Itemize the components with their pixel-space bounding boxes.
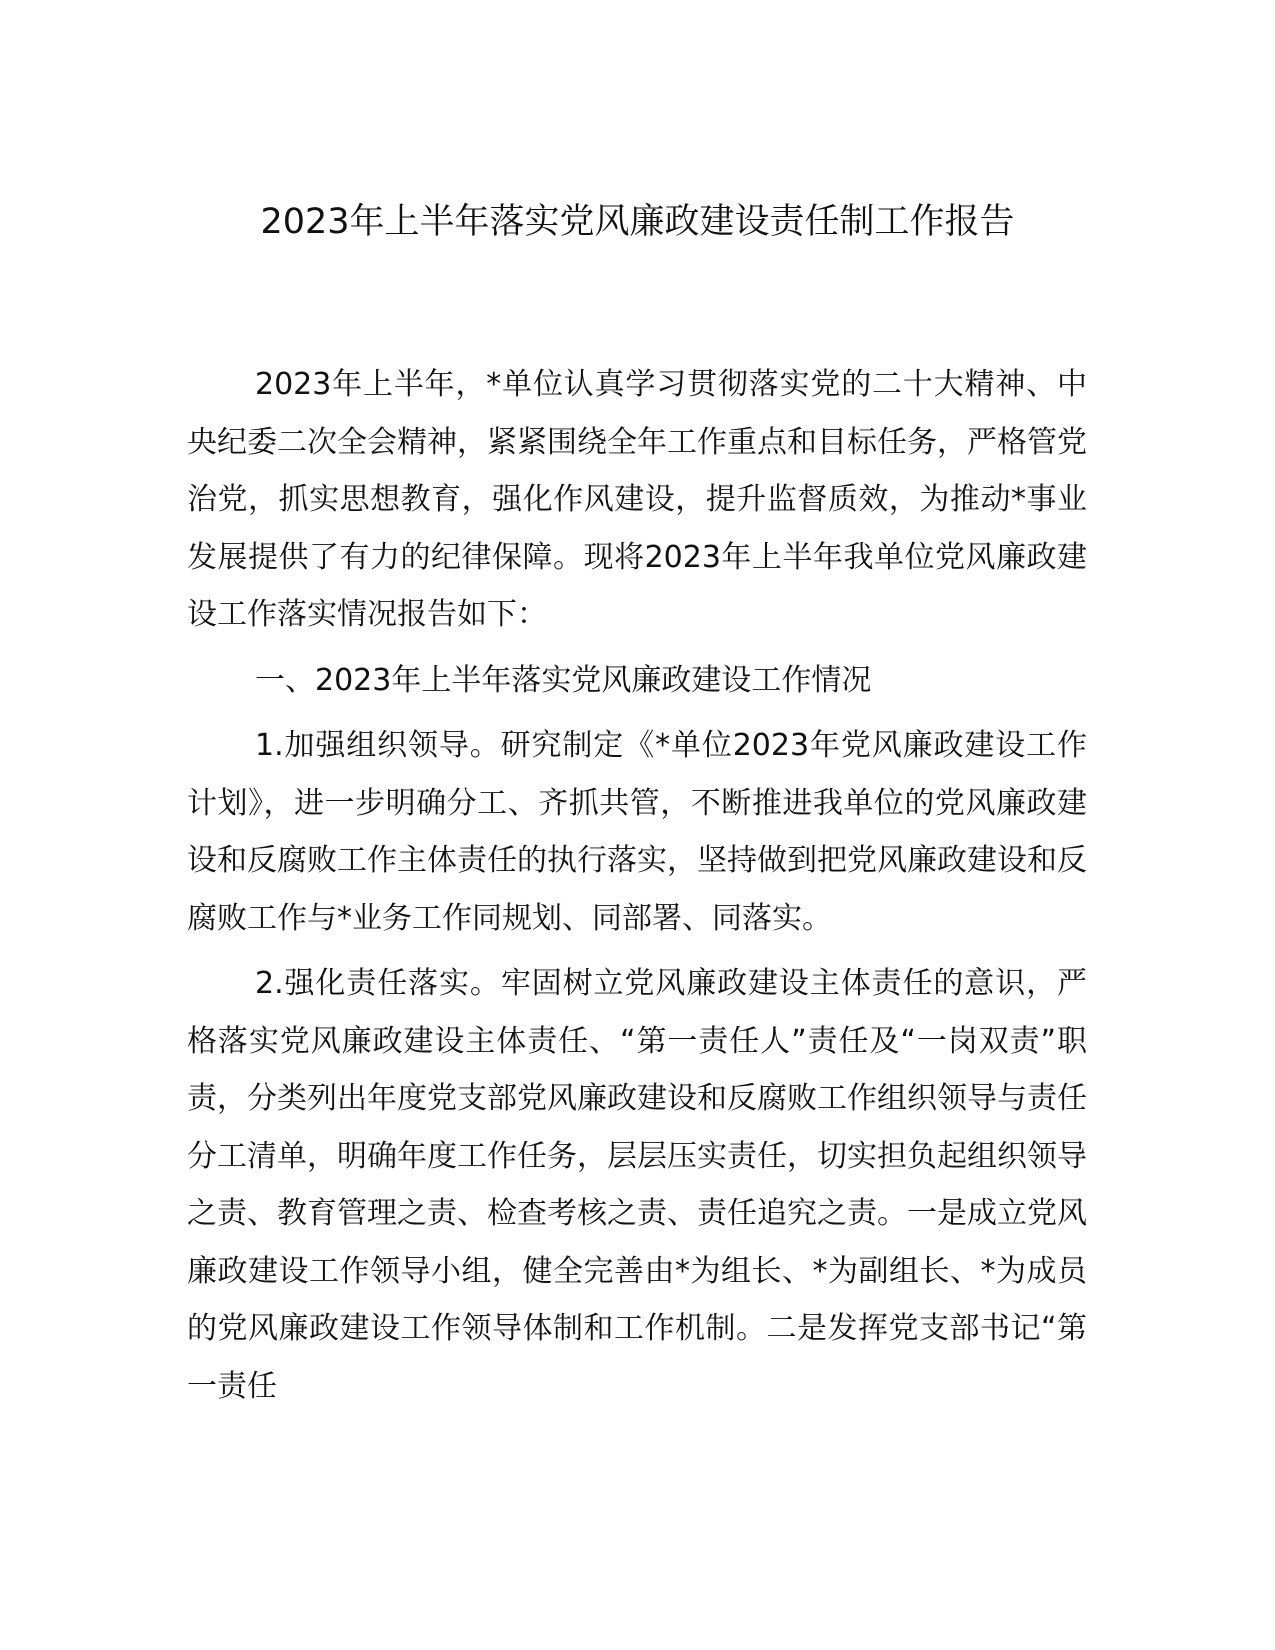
intro-paragraph: 2023年上半年，*单位认真学习贯彻落实党的二十大精神、中央纪委二次全会精神，紧紧围绕全年工作重点和目标任务，严格管党治党，抓实思想教育，强化作风建设，提升监督质效，为推动*事业发展提供了有力的纪律保障。现将2023年上半年我单位党风廉政建设工作落实情况报告如下： xyxy=(187,367,1087,632)
section-heading: 一、2023年上半年落实党风廉政建设工作情况 xyxy=(255,662,872,698)
document-body xyxy=(187,356,1087,1415)
document-title: 2023年上半年落实党风廉政建设责任制工作报告 xyxy=(260,202,1015,242)
item-paragraph-2: 2.强化责任落实。牢固树立党风廉政建设主体责任的意识，严格落实党风廉政建设主体责任、“第一责任人”责任及“一岗双责”职责，分类列出年度党支部党风廉政建设和反腐败工作组织领导与责任分工清单，明确年度工作任务，层层压实责任，切实担负起组织领导之责、教育管理之责、检查考核之责、责任追究之责。一是成立党风廉政建设工作领导小组，健全完善由*为组长、*为副组长、*为成员的党风廉政建设工作领导体制和工作机制。二是发挥党支部书记“第一责任 xyxy=(187,966,1087,1404)
item-paragraph-1: 1.加强组织领导。研究制定《*单位2023年党风廉政建设工作计划》，进一步明确分工、齐抓共管，不断推进我单位的党风廉政建设和反腐败工作主体责任的执行落实，坚持做到把党风廉政建设和反腐败工作与*业务工作同规划、同部署、同落实。 xyxy=(187,728,1087,936)
